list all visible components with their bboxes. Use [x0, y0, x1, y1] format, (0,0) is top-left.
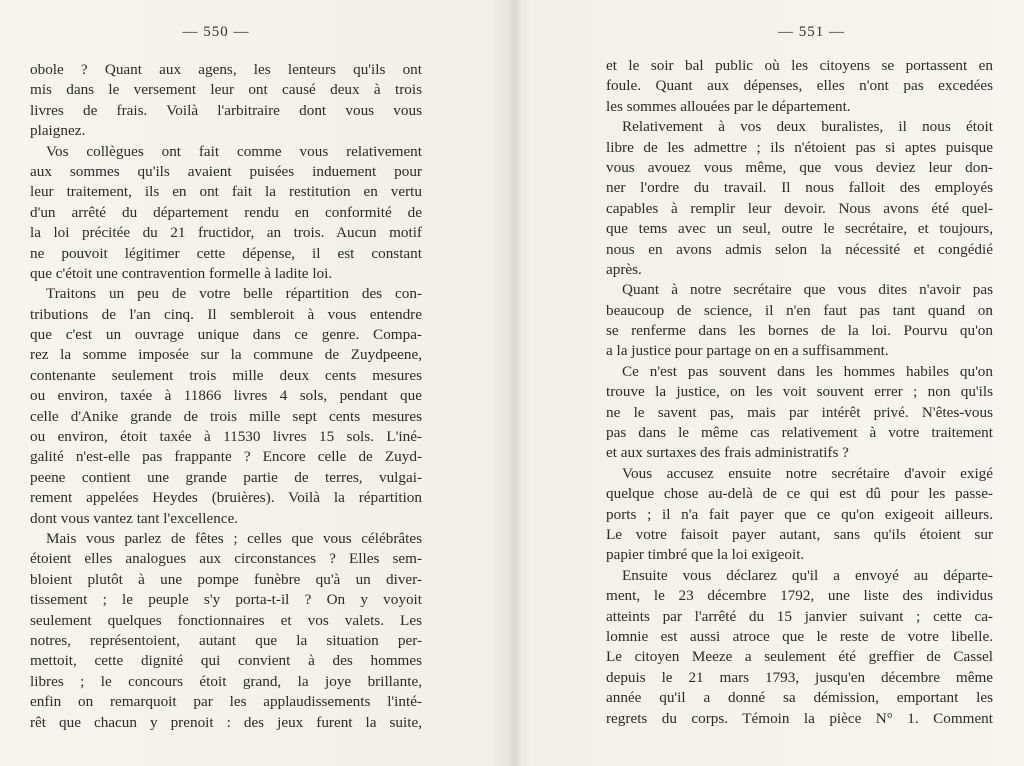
text-line: atteints par l'arrêté du 15 janvier suivant ; cette ca- [606, 607, 993, 625]
text-line: celle d'Anike grande de trois mille sept cents mesures [30, 407, 422, 425]
right-page-text [606, 56, 993, 729]
text-line: leur traitement, ils en ont fait la restitution en vertu [30, 183, 422, 201]
text-line: Le citoyen Meeze a seulement été greffier de Cassel [606, 648, 993, 666]
text-line: libre de les admettre ; ils n'étoient pas si aptes puisque [606, 138, 993, 156]
text-line: les sommes allouées par le département. [606, 97, 851, 115]
left-page [30, 0, 422, 766]
text-line: Mais vous parlez de fêtes ; celles que vous célébrâtes [46, 529, 422, 547]
text-line: enfin on remarquoit par les applaudissements l'inté- [30, 693, 422, 711]
text-line: ner l'ordre du travail. Il nous falloit des employés [606, 179, 993, 197]
text-line: ou environ, étoit taxée à 11530 livres 15 sols. L'iné- [30, 428, 422, 446]
text-line: regrets du corps. Témoin la pièce N° 1. Comment [606, 709, 993, 727]
text-line: pas dans le même cas relativement à votre traitement [606, 424, 993, 442]
text-line: rez la somme imposée sur la commune de Zuydpeene, [30, 346, 422, 364]
left-page-text [30, 60, 422, 733]
right-page [606, 0, 993, 766]
text-line: dont vous vantez tant l'excellence. [30, 509, 239, 527]
text-line: contenante seulement trois mille deux cents mesures [30, 366, 422, 384]
text-line: Relativement à vos deux buralistes, il nous étoit [622, 118, 993, 136]
text-line: mis dans le versement leur ont causé deux à trois [30, 81, 422, 99]
text-line: année qu'il a donné sa démission, emportant les [606, 689, 993, 707]
text-line: livres de frais. Voilà l'arbitraire dont vous vous [30, 101, 422, 119]
text-line: Ce n'est pas souvent dans les hommes habiles qu'on [622, 362, 993, 380]
text-line: obole ? Quant aux agens, les lenteurs qu'ils ont [30, 61, 422, 78]
text-line: quelque chose au-delà de ce qui est dû pour les passe- [606, 485, 993, 503]
book-gutter [508, 0, 522, 766]
text-line: notres, représentoient, autant que la situation per- [30, 631, 422, 649]
text-line: galité n'est-elle pas frappante ? Encore celle de Zuyd- [30, 448, 422, 466]
text-line: et aux surtaxes des frais administratifs ? [606, 444, 849, 462]
text-line: trouve la justice, on les voit souvent errer ; non qu'ils [606, 383, 993, 401]
text-line: ne pouvoit légitimer cette dépense, il est constant [30, 244, 422, 262]
text-line: capables à remplir leur devoir. Nous avons été quel- [606, 199, 993, 217]
text-line: Quant à notre secrétaire que vous dites n'avoir pas [622, 281, 993, 299]
text-line: Ensuite vous déclarez qu'il a envoyé au départe- [622, 566, 993, 584]
left-page-number: — 550 — [182, 24, 250, 40]
text-line: mettoit, cette dignité qui convient à des hommes [30, 652, 422, 670]
text-line: que c'étoit une contravention formelle à ladite loi. [30, 264, 333, 282]
text-line: ports ; il n'a fait payer que ce qu'on exigeoit ailleurs. [606, 505, 993, 523]
text-line: plaignez. [30, 122, 86, 140]
text-line: ne le savent pas, mais par intérêt privé. N'êtes-vous [606, 403, 993, 421]
text-line: Le votre faisoit payer autant, sans qu'ils étoient sur [606, 525, 993, 543]
text-line: aux sommes qu'ils avaient puisées induement pour [30, 162, 422, 180]
text-line: la loi précitée du 21 fructidor, an trois. Aucun motif [30, 224, 422, 242]
text-line: rêt que chacun y prenoit : des jeux furent la suite, [30, 713, 422, 731]
text-line: bloient plutôt à une pompe funèbre qu'à un diver- [30, 570, 422, 588]
text-line: Vos collègues ont fait comme vous relativement [46, 142, 422, 160]
text-line: a la justice pour partage on en a suffisamment. [606, 342, 889, 360]
text-line: tributions de l'an cinq. Il sembleroit à vous entendre [30, 305, 422, 323]
text-line: après. [606, 260, 642, 278]
text-line: d'un arrêté du département rendu en conformité de [30, 203, 422, 221]
text-line: que tems avec un seul, outre le secrétaire, et toujours, [606, 220, 993, 238]
text-line: lomnie est aussi atroce que le reste de votre libelle. [606, 627, 993, 645]
text-line: seulement quelques fonctionnaires et vos valets. Les [30, 611, 422, 629]
text-line: beaucoup de science, il n'en faut pas tant quand on [606, 301, 993, 319]
text-line: Vous accusez ensuite notre secrétaire d'avoir exigé [622, 464, 993, 482]
text-line: vous avouez vous même, que vous deviez leur don- [606, 158, 993, 176]
right-page-number: — 551 — [778, 24, 845, 40]
text-line: et le soir bal public où les citoyens se portassent en [606, 57, 993, 74]
text-line: rement appelées Heydes (bruières). Voilà la répartition [30, 489, 422, 507]
text-line: ou environ, taxée à 11866 livres 4 sols, pendant que [30, 387, 422, 405]
text-line: que c'est un ouvrage unique dans ce genre. Compa- [30, 326, 422, 344]
text-line: foule. Quant aux dépenses, elles n'ont pas excedées [606, 77, 993, 95]
text-line: Traitons un peu de votre belle répartition des con- [46, 285, 422, 303]
text-line: ment, le 23 décembre 1792, une liste des individus [606, 587, 993, 605]
text-line: tissement ; le peuple s'y porta-t-il ? On y voyoit [30, 591, 422, 609]
text-line: depuis le 21 mars 1793, jusqu'en décembre même [606, 668, 993, 686]
text-line: se renferme dans les bornes de la loi. Pourvu qu'on [606, 322, 993, 340]
text-line: nous en avons admis selon la nécessité et congédié [606, 240, 993, 258]
text-line: étoient elles analogues aux circonstances ? Elles sem- [30, 550, 422, 568]
text-line: libres ; le concours étoit grand, la joye brillante, [30, 672, 422, 690]
text-line: papier timbré que la loi exigeoit. [606, 546, 805, 564]
text-line: peene contient une grande partie de terres, vulgai- [30, 468, 422, 486]
